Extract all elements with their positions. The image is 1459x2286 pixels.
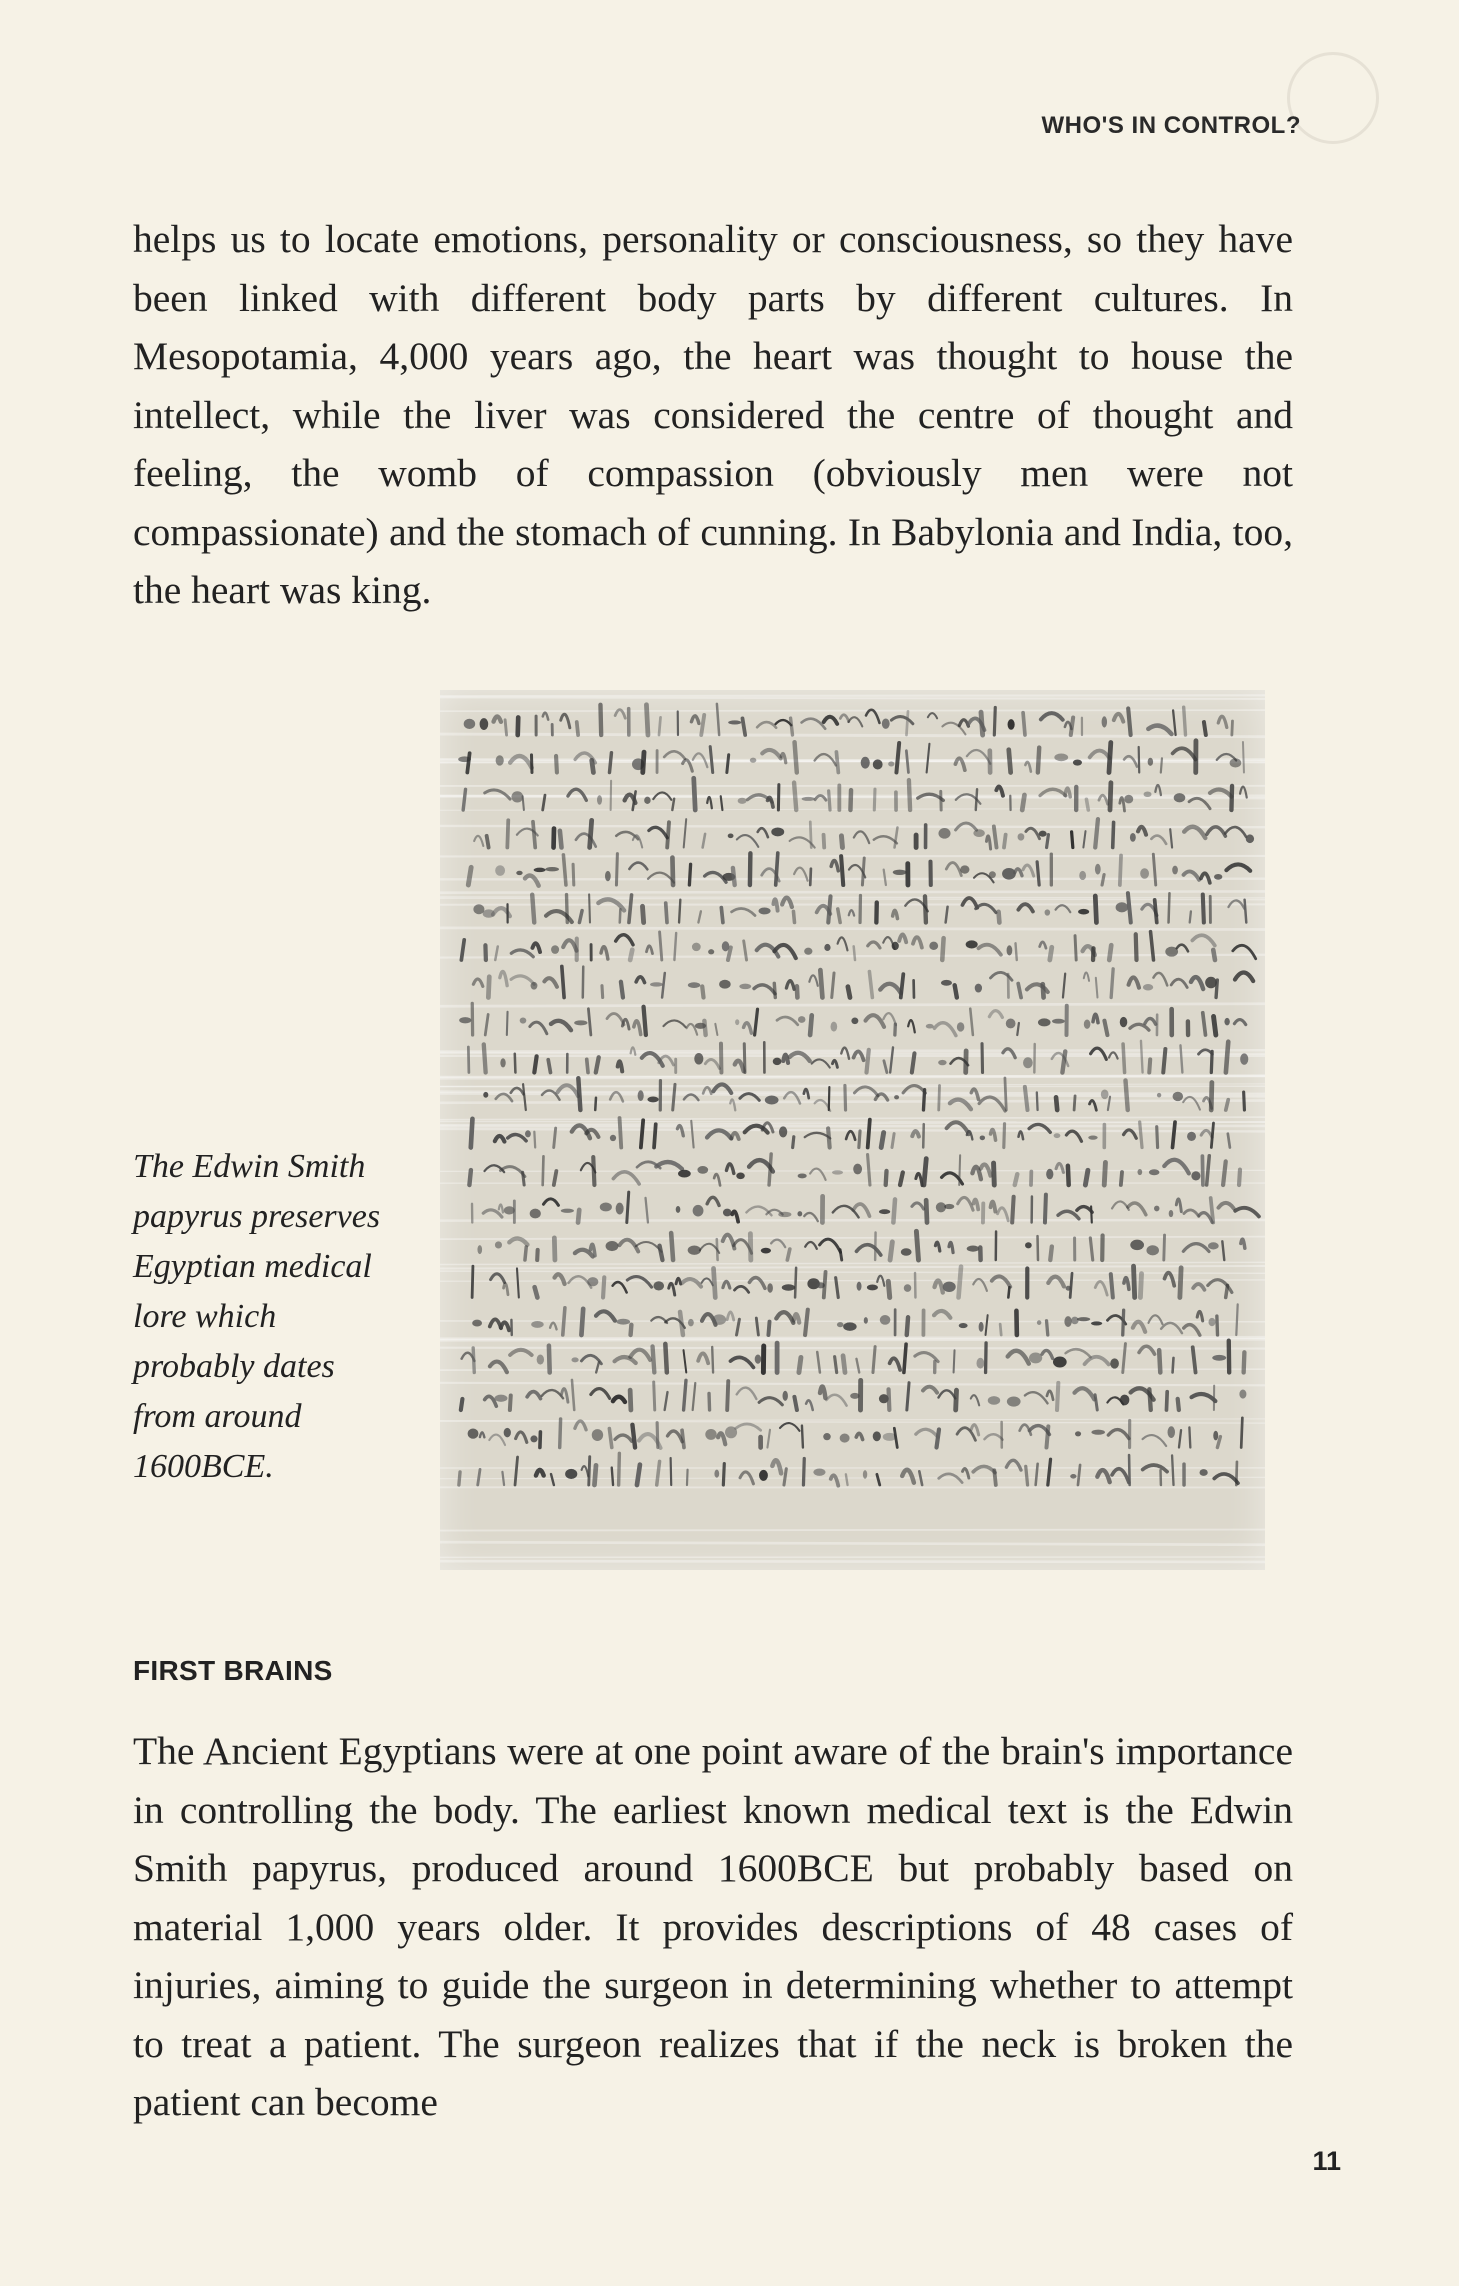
paragraph-intro: helps us to locate emotions, personality or consciousness, so they have been linked with different body parts by different cultures. In Mesopotamia, 4,000 years ago, the heart was thought to house the intellect, while the liver was considered the centre of thought and feeling, the womb of compassion (obviously men were not compassionate) and the stomach of cunning. In Babylonia and India, too, the heart was king. xyxy=(133,217,1293,612)
page-number: 11 xyxy=(1312,2146,1341,2176)
figure-caption xyxy=(133,1142,393,1492)
section-heading: FIRST BRAINS xyxy=(133,1655,333,1686)
paragraph-part-2: but probably based on material 1,000 years older. It provides descriptions of 48 cases of injuries, aiming to guide the surgeon in determining whether to attempt to treat a patient. The surgeon realizes that if the neck is broken the patient can become xyxy=(133,1846,1293,2124)
papyrus-hieratic-script xyxy=(440,690,1265,1570)
papyrus-image xyxy=(440,690,1265,1570)
paragraph-first-brains xyxy=(133,1722,1293,2132)
caption-end: . xyxy=(265,1448,274,1485)
paragraph-part-1: The Ancient Egyptians were at one point aware of the brain's importance in controlling the body. The earliest known medical text is the Edwin Smith papyrus, produced around 1600 xyxy=(133,1729,1293,1890)
caption-era: BCE xyxy=(201,1448,266,1485)
caption-text: The Edwin Smith papyrus preserves Egyptian medical lore which probably dates from around 1600 xyxy=(133,1148,381,1485)
paragraph-era: BCE xyxy=(796,1846,874,1890)
running-head: WHO'S IN CONTROL? xyxy=(1041,112,1301,139)
